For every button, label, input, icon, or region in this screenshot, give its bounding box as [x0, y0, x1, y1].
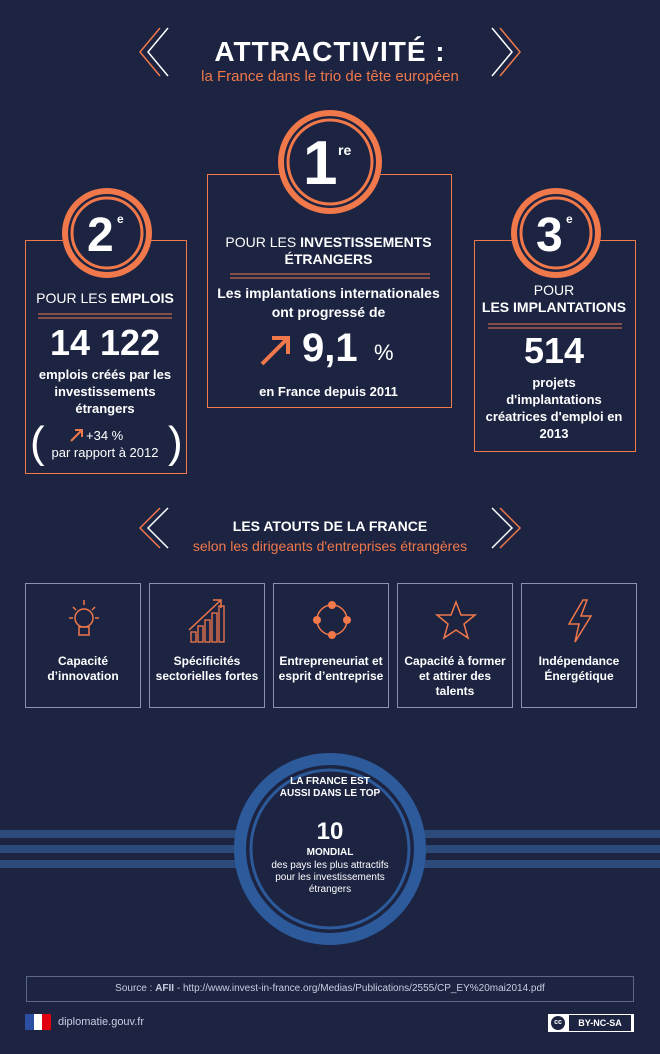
atout-sectorielles [149, 583, 265, 708]
rank1-label: POUR LES INVESTISSEMENTS ÉTRANGERS [225, 234, 432, 267]
top10-line2: MONDIAL [306, 847, 354, 858]
atout-label: Spécificités sectorielles fortes [155, 654, 259, 683]
lightbulb-icon [63, 596, 105, 644]
cc-icon: cc [551, 1016, 565, 1030]
rank1-divider [230, 272, 430, 280]
rank1-unit: % [374, 340, 394, 365]
rank2-suffix: e [117, 212, 124, 226]
rank3-label-bold: LES IMPLANTATIONS [481, 299, 627, 315]
rank3-suffix: e [566, 212, 573, 226]
republique-francaise-logo [25, 1014, 51, 1030]
atout-label: Capacité d’innovation [47, 654, 119, 683]
rank1-number: 1 [303, 129, 338, 198]
rank3-value: 514 [523, 330, 585, 371]
rank2-bracket-right: ) [168, 418, 183, 467]
rank2-bracket-left: ( [30, 418, 45, 467]
atouts-subtitle: selon les dirigeants d'entreprises étrangères [192, 538, 468, 554]
cycle-icon [311, 596, 353, 644]
star-icon [435, 596, 477, 644]
atouts-title: LES ATOUTS DE LA FRANCE [232, 518, 428, 534]
rank2-number: 2 [87, 209, 114, 262]
rank2-label: POUR LES EMPLOIS [36, 290, 174, 306]
rank1-suffix: re [338, 142, 352, 158]
arrow-up-icon [258, 332, 294, 368]
page-subtitle: la France dans le trio de tête européen [201, 68, 459, 85]
rank3-number: 3 [536, 209, 563, 262]
rank2-value: 14 122 [49, 322, 161, 363]
atout-innovation [25, 583, 141, 708]
license-badge [548, 1014, 634, 1032]
rank2-growth-note: par rapport à 2012 [51, 445, 159, 460]
page-title: ATTRACTIVITÉ : [214, 36, 446, 67]
atout-entrepreneuriat [273, 583, 389, 708]
atout-talents [397, 583, 513, 708]
rank2-growth: +34 % [86, 428, 124, 443]
source-link[interactable]: - http://www.invest-in-france.org/Medias/Publications/2555/CP_EY%20mai2014.pdf [174, 983, 545, 994]
source-box: Source : AFII - http://www.invest-in-france.org/Medias/Publications/2555/CP_EY%20mai2014.pdf [26, 976, 634, 1002]
rank3-label-prefix: POUR [533, 282, 575, 298]
atout-label: Entrepreneuriat et esprit d’entreprise [278, 654, 384, 683]
atout-label: Capacité à former et attirer des talents [404, 654, 506, 698]
top10-line1: LA FRANCE EST AUSSI DANS LE TOP [279, 776, 381, 799]
site-link[interactable]: diplomatie.gouv.fr [58, 1016, 145, 1028]
top10-number: 10 [316, 818, 344, 845]
atout-energie [521, 583, 637, 708]
atout-label: Indépendance Énergétique [538, 654, 620, 683]
rank1-value: 9,1 [302, 326, 358, 370]
rank1-text: Les implantations internationales ont progressé de [217, 285, 440, 320]
arrow-up-small-icon [70, 428, 84, 442]
lightning-icon [559, 596, 601, 644]
top10-line3: des pays les plus attractifs pour les investissements étrangers [271, 860, 389, 895]
rank2-text: emplois créés par les investissements étrangers [38, 367, 172, 416]
growth-chart-icon [187, 596, 229, 644]
rank1-since: en France depuis 2011 [259, 384, 398, 399]
rank3-text: projets d'implantations créatrices d'emploi en 2013 [485, 375, 623, 441]
rank2-divider [38, 312, 172, 320]
rank3-divider [488, 322, 622, 330]
license-label: BY-NC-SA [569, 1015, 631, 1031]
